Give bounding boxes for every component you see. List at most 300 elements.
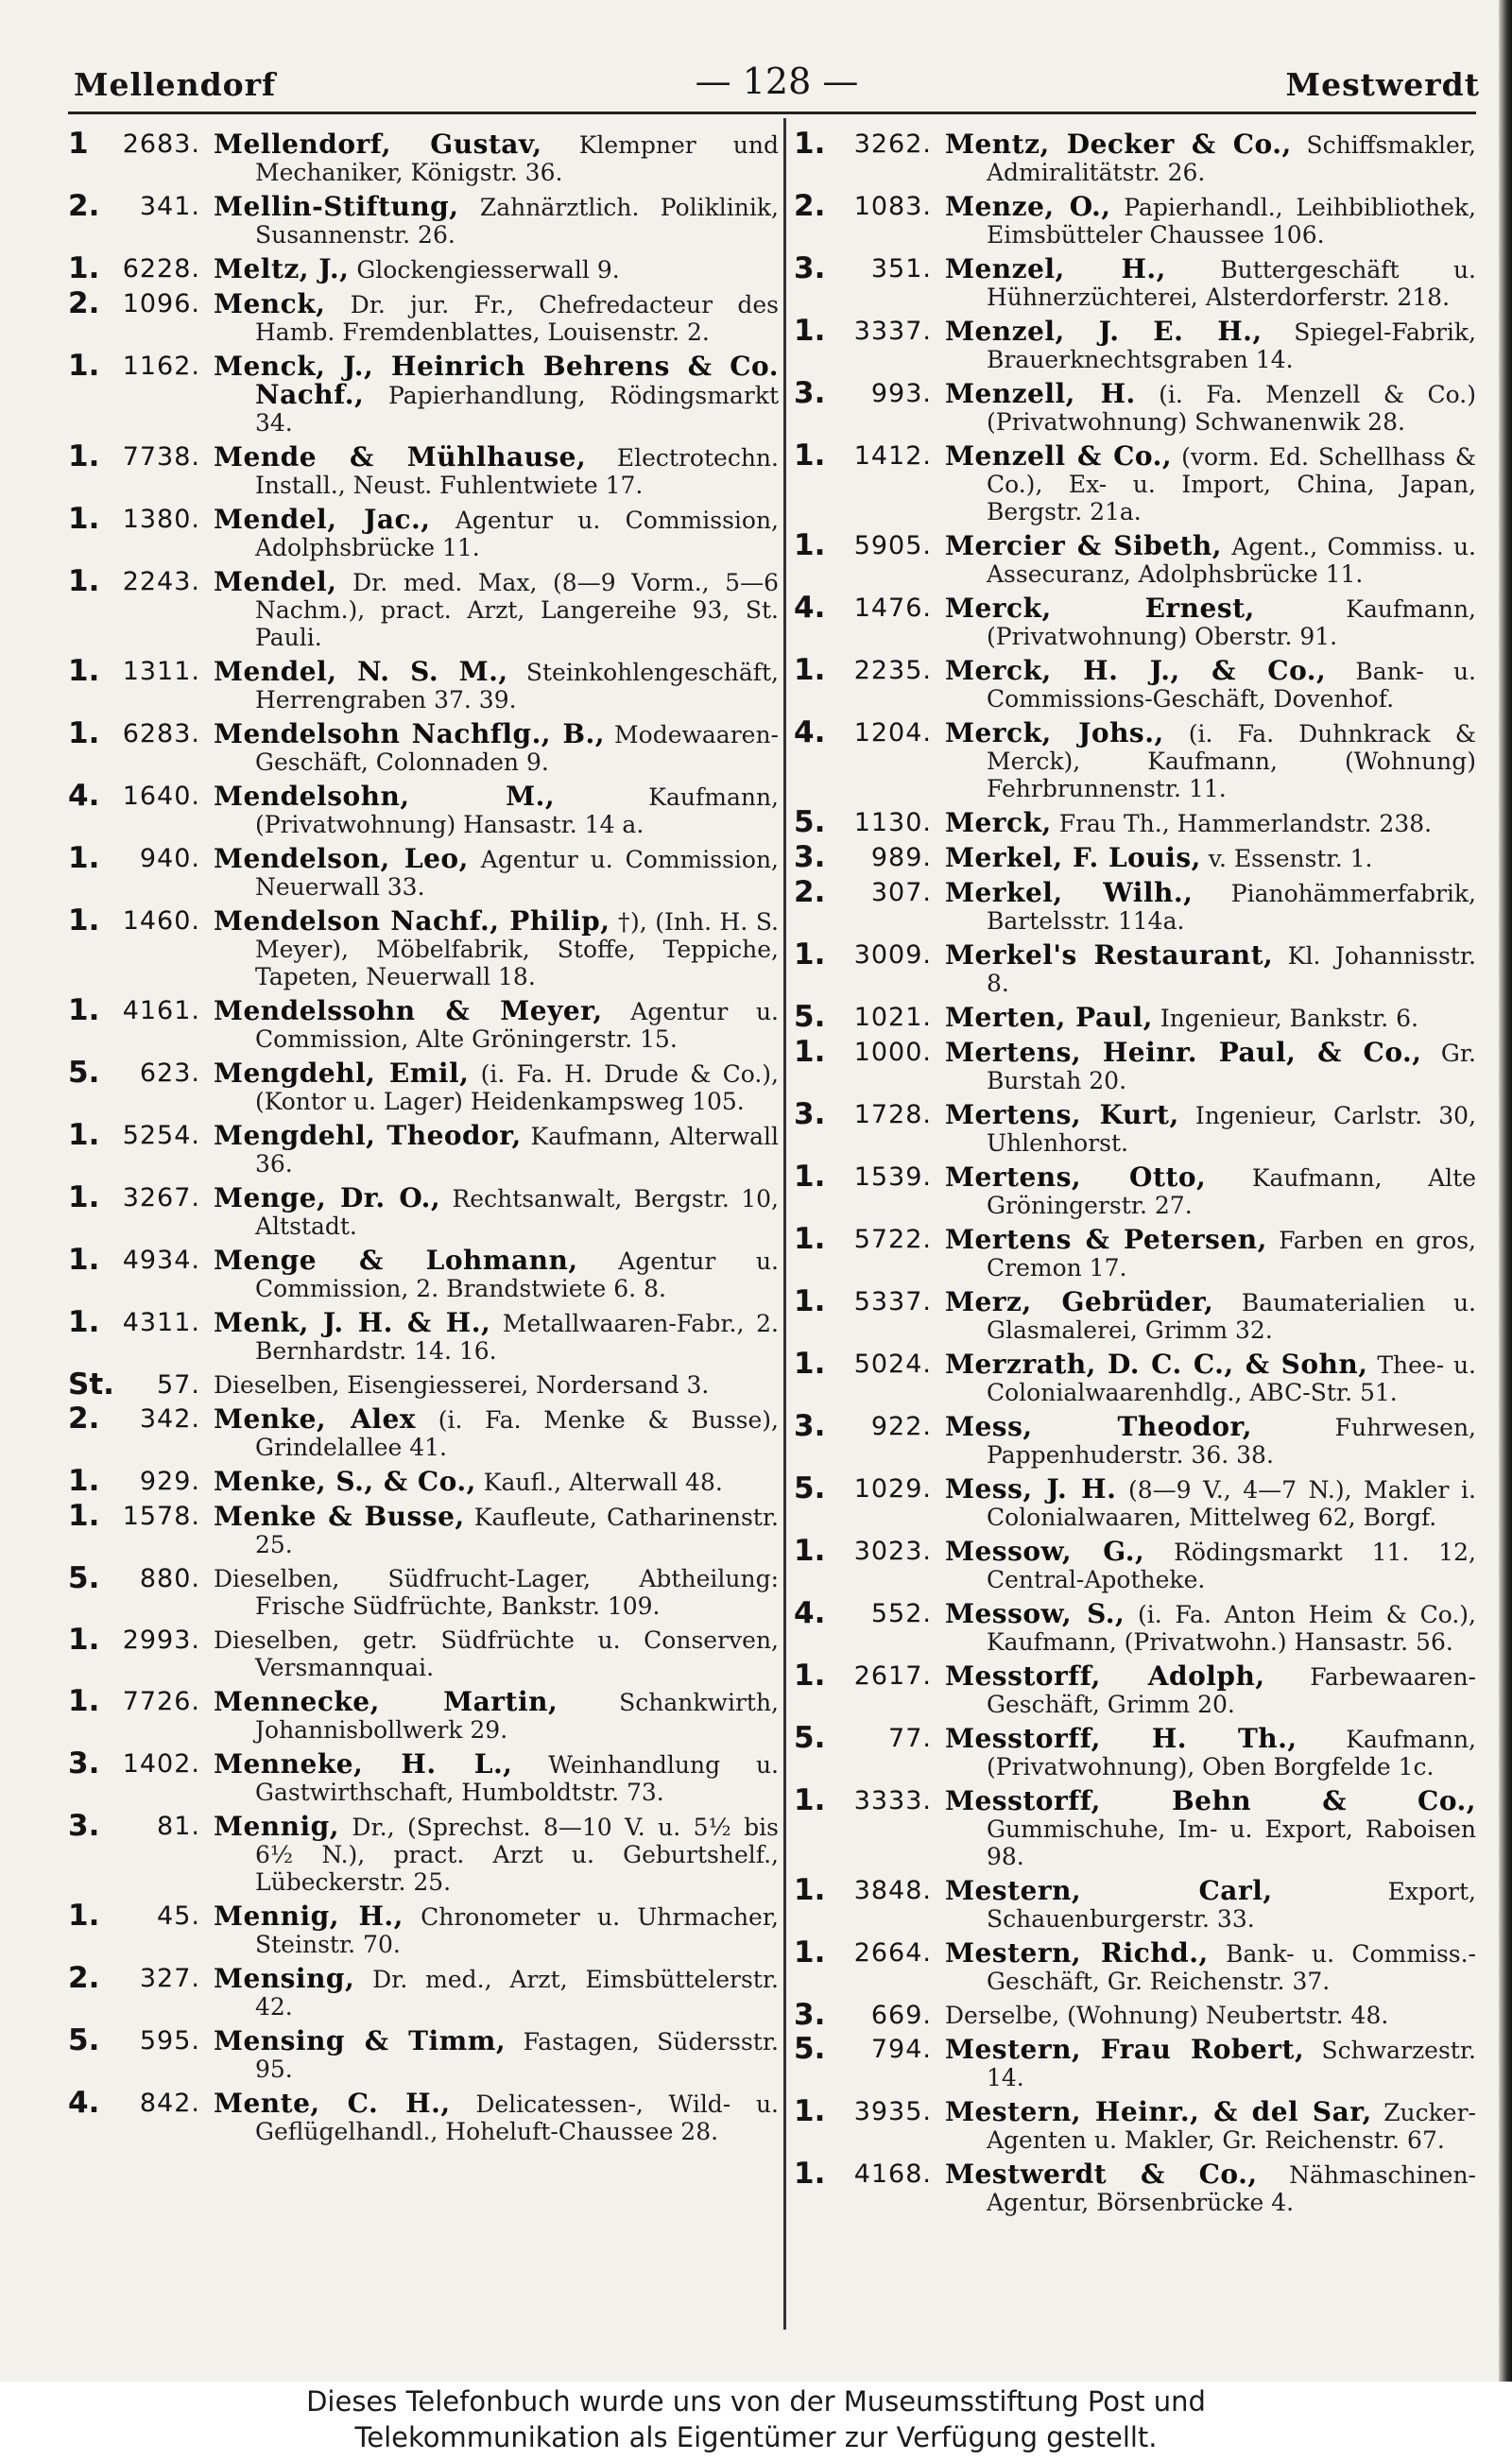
phone-number (794, 1160, 945, 1194)
line-number: 2235. (853, 656, 932, 685)
subscriber-details: Buttergeschäft u. Hühnerzüchterei, Alsterdorferstr. 218. (987, 256, 1476, 311)
phone-number (68, 564, 214, 598)
phone-number (794, 1284, 945, 1318)
directory-entry (794, 1409, 1476, 1469)
line-number: 1476. (853, 593, 932, 623)
phone-number (68, 1243, 214, 1277)
entry-text (214, 907, 779, 990)
directory-entry (794, 2094, 1477, 2154)
entry-text (214, 2027, 779, 2083)
directory-entry (68, 1623, 779, 1681)
directory-entry (68, 564, 779, 651)
exchange-code: 3. (794, 840, 826, 874)
exchange-code: 3. (794, 1998, 826, 2032)
line-number: 6228. (122, 254, 200, 284)
subscriber-name: Merck, Johs., (945, 717, 1164, 748)
subscriber-name: Menge, Dr. O., (214, 1182, 441, 1213)
subscriber-details: †), (Inh. H. S. Meyer), Möbelfabrik, Stoffe, Teppiche, Tapeten, Neuerwall 18. (255, 908, 780, 990)
exchange-code: 2. (68, 1961, 100, 1995)
subscriber-name: Mercier & Sibeth, (945, 530, 1223, 561)
directory-entry (68, 2086, 779, 2145)
subscriber-details: Dr. med. Max, (8—9 Vorm., 5—6 Nachm.), pract. Arzt, Langereihe 93, St. Pauli. (255, 569, 779, 651)
phone-number (794, 1935, 945, 1970)
line-number: 351. (870, 254, 932, 284)
subscriber-name: Mertens, Kurt, (945, 1099, 1179, 1130)
exchange-code: 3. (794, 376, 826, 410)
line-number: 5905. (853, 531, 932, 560)
exchange-code: 1. (794, 1935, 826, 1970)
directory-entry (68, 1684, 779, 1744)
subscriber-details: Fastagen, Südersstr. 95. (255, 2028, 779, 2083)
directory-entry (794, 805, 1476, 839)
subscriber-details: Agentur u. Commission, Alte Gröningerstr. 15. (255, 998, 779, 1053)
entry-text (214, 1965, 779, 2021)
directory-entry (68, 1056, 780, 1115)
page-header (74, 60, 1480, 113)
directory-entry (68, 993, 779, 1053)
phone-number (794, 591, 945, 625)
entry-text (945, 844, 1476, 872)
line-number: 1162. (122, 352, 200, 381)
entry-text (214, 1309, 779, 1365)
line-number: 3267. (122, 1183, 200, 1213)
subscriber-details: Baumaterialien u. Glasmalerei, Grimm 32. (987, 1289, 1476, 1344)
entry-text (945, 1725, 1476, 1780)
subscriber-details: Zucker-Agenten u. Makler, Gr. Reichenstr. 67. (987, 2099, 1477, 2154)
phone-number (794, 715, 945, 749)
entry-text (945, 1350, 1476, 1406)
exchange-code: 1. (794, 1659, 826, 1693)
directory-entry (68, 286, 779, 346)
line-number: 4934. (122, 1246, 200, 1275)
subscriber-details: Frau Th., Hammerlandstr. 238. (1058, 810, 1433, 837)
phone-number (68, 502, 214, 536)
line-number: 5722. (853, 1225, 932, 1254)
phone-number (794, 840, 945, 874)
line-number: 989. (870, 843, 932, 872)
subscriber-name: Menzel, J. E. H., (945, 316, 1263, 347)
entry-text (214, 1503, 779, 1558)
entry-text (945, 1600, 1476, 1656)
subscriber-name: Mertens & Petersen, (945, 1224, 1267, 1255)
line-number: 1204. (853, 718, 932, 748)
subscriber-name: Mengdehl, Emil, (214, 1058, 470, 1089)
line-number: 2617. (853, 1661, 932, 1691)
phone-number (794, 653, 945, 687)
phone-number (794, 2032, 945, 2066)
left-column (68, 127, 780, 2152)
exchange-code: 1. (794, 1160, 826, 1194)
exchange-code: 2. (68, 1402, 100, 1436)
directory-entry (68, 779, 779, 838)
exchange-code: 1. (68, 502, 100, 536)
line-number: 2993. (122, 1626, 200, 1655)
subscriber-name: Merzrath, D. C. C., & Sohn, (945, 1349, 1368, 1380)
phone-number (68, 903, 214, 938)
phone-number (794, 528, 945, 562)
phone-number (794, 376, 945, 410)
exchange-code: 1. (68, 1305, 100, 1339)
phone-number (794, 439, 945, 473)
subscriber-name: Messtorff, Behn & Co., (945, 1785, 1476, 1816)
footer-note (0, 2383, 1512, 2460)
entry-text (945, 380, 1476, 436)
line-number: 342. (139, 1404, 200, 1434)
exchange-code: 3. (794, 251, 826, 285)
line-number: 1728. (853, 1100, 932, 1129)
subscriber-name: Mendelsohn, M., (214, 781, 556, 812)
phone-number (68, 779, 214, 813)
page-binding-edge (1499, 0, 1512, 2382)
phone-number (794, 1000, 945, 1034)
entry-text (945, 941, 1476, 997)
phone-number (68, 1305, 214, 1339)
subscriber-name: Menzel, H., (945, 253, 1166, 284)
exchange-code: 1. (794, 2094, 826, 2128)
directory-entry (68, 654, 779, 714)
directory-entry (794, 2032, 1476, 2091)
subscriber-details: Electrotechn. Install., Neust. Fuhlentwiete 17. (255, 444, 779, 499)
phone-number (68, 1499, 214, 1533)
subscriber-name: Mestwerdt & Co., (945, 2159, 1258, 2190)
phone-number (68, 127, 214, 161)
entry-text (945, 532, 1476, 588)
line-number: 3333. (853, 1786, 932, 1815)
subscriber-details: Thee- u. Colonialwaarenhdlg., ABC-Str. 51. (987, 1351, 1477, 1406)
phone-number (794, 2094, 945, 2128)
header-rule (68, 112, 1476, 114)
directory-entry (68, 1899, 779, 1958)
phone-number (68, 1464, 214, 1498)
subscriber-details: Kaufmann, (Privatwohnung), Oben Borgfelde 1c. (987, 1726, 1476, 1780)
subscriber-details: Chronometer u. Uhrmacher, Steinstr. 70. (255, 1903, 779, 1958)
exchange-code: 1. (794, 1873, 826, 1907)
entry-text (945, 1163, 1476, 1219)
subscriber-details: v. Essenstr. 1. (1208, 845, 1373, 872)
subscriber-details: (i. Fa. H. Drude & Co.), (Kontor u. Lager) Heidenkampsweg 105. (255, 1060, 780, 1115)
subscriber-name: Menke & Busse, (214, 1501, 465, 1532)
subscriber-details: Dieselben, Südfrucht-Lager, Abtheilung: Frische Südfrüchte, Bankstr. 109. (214, 1565, 779, 1620)
directory-entry (794, 1035, 1476, 1094)
subscriber-name: Menck, J., Heinrich Behrens & Co. Nachf., (214, 351, 779, 410)
phone-number (68, 1684, 214, 1718)
subscriber-name: Menge & Lohmann, (214, 1245, 578, 1276)
subscriber-name: Mellin-Stiftung, (214, 191, 459, 222)
exchange-code: 1. (68, 1899, 100, 1933)
directory-entry (794, 2157, 1476, 2216)
exchange-code: 1. (794, 528, 826, 562)
line-number: 77. (888, 1724, 932, 1753)
line-number: 341. (139, 192, 200, 221)
line-number: 3848. (853, 1876, 932, 1905)
entry-text (214, 193, 779, 249)
exchange-code: 5. (794, 1000, 826, 1034)
subscriber-details: Glockengiesserwall 9. (356, 256, 620, 284)
subscriber-details: Schiffsmakler, Admiralitätstr. 26. (987, 131, 1476, 186)
entry-text (214, 1813, 779, 1896)
exchange-code: 1. (68, 903, 100, 938)
phone-number (794, 1097, 945, 1131)
exchange-code: 1. (794, 314, 826, 348)
directory-entry (68, 439, 779, 499)
subscriber-name: Mengdehl, Theodor, (214, 1120, 522, 1151)
phone-number (68, 1402, 214, 1436)
subscriber-details: (i. Fa. Anton Heim & Co.), Kaufmann, (Privatwohn.) Hansastr. 56. (987, 1601, 1477, 1656)
exchange-code: 1. (68, 251, 100, 285)
directory-entry (794, 189, 1477, 249)
line-number: 5024. (853, 1350, 932, 1379)
phone-number (794, 1222, 945, 1256)
line-number: 1130. (853, 808, 932, 837)
entry-text (945, 1226, 1476, 1282)
subscriber-name: Mente, C. H., (214, 2088, 451, 2119)
line-number: 4161. (122, 996, 200, 1025)
line-number: 3935. (853, 2097, 932, 2126)
subscriber-name: Merck, (945, 807, 1052, 838)
exchange-code: 1. (794, 1783, 826, 1817)
line-number: 1021. (853, 1003, 932, 1032)
subscriber-name: Mestern, Heinr., & del Sar, (945, 2096, 1372, 2127)
subscriber-name: Mendel, (214, 566, 337, 597)
subscriber-details: Schankwirth, Johannisbollwerk 29. (255, 1689, 779, 1744)
footer-line-2: Telekommunikation als Eigentümer zur Verfügung gestellt. (354, 2421, 1158, 2453)
exchange-code: 1. (68, 1684, 100, 1718)
exchange-code: 3. (68, 1809, 100, 1843)
subscriber-name: Messtorff, Adolph, (945, 1660, 1265, 1692)
phone-number (794, 1035, 945, 1069)
directory-entry (794, 376, 1476, 436)
exchange-code: 3. (794, 1097, 826, 1131)
subscriber-details: Weinhandlung u. Gastwirthschaft, Humboldtstr. 73. (255, 1751, 779, 1806)
subscriber-name: Mendelson Nachf., Philip, (214, 905, 610, 937)
phone-number (794, 1534, 945, 1568)
entry-text (214, 1371, 779, 1399)
line-number: 922. (870, 1412, 932, 1441)
line-number: 81. (157, 1812, 200, 1841)
entry-text (214, 658, 779, 714)
exchange-code: 4. (794, 715, 826, 749)
right-column (794, 127, 1477, 2223)
directory-entry (794, 653, 1476, 713)
phone-number (68, 1118, 214, 1152)
exchange-code: 5. (68, 2023, 100, 2057)
phone-number (68, 251, 214, 285)
subscriber-name: Mestern, Richd., (945, 1937, 1209, 1969)
phone-number (68, 1809, 214, 1843)
line-number: 4311. (122, 1308, 200, 1337)
subscriber-details: Bank- u. Commiss.-Geschäft, Gr. Reichenstr. 37. (987, 1940, 1476, 1995)
entry-text (214, 845, 779, 901)
subscriber-name: Menck, (214, 288, 326, 319)
phone-number (794, 1409, 945, 1443)
subscriber-name: Mennecke, Martin, (214, 1686, 558, 1717)
directory-entry (68, 1243, 779, 1302)
entry-text (945, 1101, 1476, 1157)
phone-number (68, 1368, 214, 1402)
entry-text (214, 720, 779, 776)
directory-entry (68, 1809, 779, 1896)
subscriber-details: Papierhandl., Leihbibliothek, Eimsbütteler Chaussee 106. (987, 194, 1477, 249)
phone-number (68, 189, 214, 223)
exchange-code: 1. (794, 439, 826, 473)
subscriber-details: Rödingsmarkt 11. 12, Central-Apotheke. (987, 1539, 1476, 1593)
subscriber-details: (i. Fa. Menke & Busse), Grindelallee 41. (255, 1406, 779, 1461)
entry-text (945, 318, 1476, 373)
subscriber-name: Merkel's Restaurant, (945, 939, 1274, 971)
subscriber-details: Dr. med., Arzt, Eimsbüttelerstr. 42. (255, 1966, 779, 2021)
entry-text (945, 809, 1476, 837)
directory-entry (794, 1534, 1476, 1593)
exchange-code: 1. (68, 1118, 100, 1152)
subscriber-name: Messow, G., (945, 1536, 1145, 1567)
line-number: 7738. (122, 442, 200, 472)
subscriber-name: Messtorff, H. Th., (945, 1723, 1297, 1754)
exchange-code: 3. (68, 1746, 100, 1780)
directory-entry (68, 1180, 779, 1240)
subscriber-name: Mentz, Decker & Co., (945, 129, 1292, 160)
entry-text (945, 1288, 1476, 1344)
directory-entry (794, 1721, 1476, 1780)
subscriber-name: Mellendorf, Gustav, (214, 129, 542, 160)
line-number: 929. (139, 1467, 200, 1496)
subscriber-name: Mendelson, Leo, (214, 843, 469, 874)
line-number: 3337. (853, 317, 932, 346)
exchange-code: 5. (794, 2032, 826, 2066)
exchange-code: 5. (794, 1471, 826, 1505)
line-number: 842. (139, 2089, 200, 2118)
phone-number (794, 2157, 945, 2191)
exchange-code: 2. (68, 286, 100, 320)
directory-entry (794, 1347, 1477, 1406)
directory-entry (794, 1000, 1476, 1034)
directory-entry (68, 502, 779, 561)
exchange-code: 1. (794, 2157, 826, 2191)
page-number: — 128 — (695, 60, 859, 102)
exchange-code: 1. (68, 349, 100, 383)
entry-text (214, 1122, 779, 1178)
subscriber-details: (i. Fa. Duhnkrack & Merck), Kaufmann, (Wohnung) Fehrbrunnenstr. 11. (987, 720, 1476, 802)
entry-text (214, 997, 779, 1053)
entry-text (214, 1468, 779, 1496)
exchange-code: 1. (794, 653, 826, 687)
line-number: 2683. (122, 129, 200, 159)
phone-number (68, 286, 214, 320)
exchange-code: 1. (794, 1534, 826, 1568)
subscriber-details: Bank- u. Commissions-Geschäft, Dovenhof. (987, 658, 1476, 713)
subscriber-details: Klempner und Mechaniker, Königstr. 36. (255, 131, 779, 186)
line-number: 794. (870, 2035, 932, 2064)
phone-number (794, 1998, 945, 2032)
exchange-code: 4. (68, 2086, 100, 2120)
subscriber-details: Kaufl., Alterwall 48. (483, 1469, 723, 1496)
subscriber-details: Agentur u. Commission, Adolphsbrücke 11. (255, 507, 779, 561)
subscriber-details: Spiegel-Fabrik, Brauerknechtsgraben 14. (987, 318, 1477, 373)
line-number: 552. (870, 1599, 932, 1628)
phone-number (68, 1561, 214, 1595)
entry-text (214, 1405, 779, 1461)
phone-number (68, 1961, 214, 1995)
directory-entry (68, 903, 780, 990)
line-number: 3262. (853, 129, 932, 159)
line-number: 1578. (122, 1502, 200, 1531)
entry-text (945, 2002, 1476, 2029)
directory-entry (794, 1998, 1476, 2032)
subscriber-details: Ingenieur, Bankstr. 6. (1160, 1005, 1419, 1032)
entry-text (214, 506, 779, 561)
directory-entry (68, 251, 779, 285)
line-number: 1380. (122, 505, 200, 534)
directory-entry (794, 1160, 1476, 1219)
subscriber-name: Merkel, Wilh., (945, 877, 1194, 908)
entry-text (214, 1626, 779, 1681)
subscriber-name: Menze, O., (945, 191, 1111, 222)
directory-entry (794, 938, 1477, 997)
subscriber-name: Mendelssohn & Meyer, (214, 995, 603, 1026)
subscriber-details: Kaufmann, Alte Gröningerstr. 27. (987, 1164, 1476, 1219)
subscriber-details: Kaufmann, Alterwall 36. (255, 1123, 780, 1178)
directory-entry (68, 189, 779, 249)
directory-entry (794, 1222, 1476, 1282)
exchange-code: 1. (68, 1180, 100, 1214)
directory-entry (68, 1746, 779, 1806)
phone-number (794, 1347, 945, 1381)
line-number: 2664. (853, 1938, 932, 1968)
directory-entry (794, 591, 1476, 650)
subscriber-name: Menke, Alex (214, 1403, 416, 1435)
entry-text (945, 2160, 1476, 2216)
directory-entry (794, 314, 1477, 373)
subscriber-name: Menzell, H. (945, 378, 1136, 409)
directory-entry (794, 1284, 1476, 1344)
directory-entry (68, 1464, 779, 1498)
line-number: 5254. (122, 1121, 200, 1150)
line-number: 1096. (122, 289, 200, 318)
directory-entry (68, 1368, 779, 1402)
exchange-code: 1. (68, 993, 100, 1027)
entry-text (214, 1184, 779, 1240)
phone-number (794, 1471, 945, 1505)
entry-text (945, 1039, 1476, 1094)
line-number: 1311. (122, 657, 200, 686)
phone-number (68, 1746, 214, 1780)
subscriber-name: Mess, J. H. (945, 1473, 1117, 1505)
subscriber-name: Merck, H. J., & Co., (945, 655, 1327, 686)
directory-entry (794, 251, 1476, 311)
subscriber-name: Menzell & Co., (945, 440, 1173, 472)
directory-entry (68, 2023, 779, 2083)
subscriber-details: Steinkohlengeschäft, Herrengraben 37. 39. (255, 659, 779, 714)
line-number: 327. (139, 1964, 200, 1993)
directory-entry (68, 841, 779, 901)
subscriber-details: Kaufmann, (Privatwohnung) Hansastr. 14 a. (255, 783, 779, 838)
subscriber-details: Agent., Commiss. u. Assecuranz, Adolphsbrücke 11. (987, 533, 1476, 588)
subscriber-details: Rechtsanwalt, Bergstr. 10, Altstadt. (255, 1185, 779, 1240)
exchange-code: 2. (68, 189, 100, 223)
phone-number (794, 1721, 945, 1755)
exchange-code: 4. (794, 591, 826, 625)
exchange-code: 1. (68, 654, 100, 688)
entry-text (945, 1538, 1476, 1593)
phone-number (794, 1783, 945, 1817)
subscriber-name: Messow, S., (945, 1598, 1125, 1629)
exchange-code: 1. (794, 127, 826, 161)
subscriber-details: Metallwaaren-Fabr., 2. Bernhardstr. 14. 16. (255, 1310, 779, 1365)
subscriber-name: Mertens, Otto, (945, 1161, 1207, 1193)
directory-entry (794, 127, 1476, 186)
directory-entry (68, 1561, 779, 1620)
directory-entry (68, 1305, 779, 1365)
entry-text (945, 1877, 1476, 1933)
